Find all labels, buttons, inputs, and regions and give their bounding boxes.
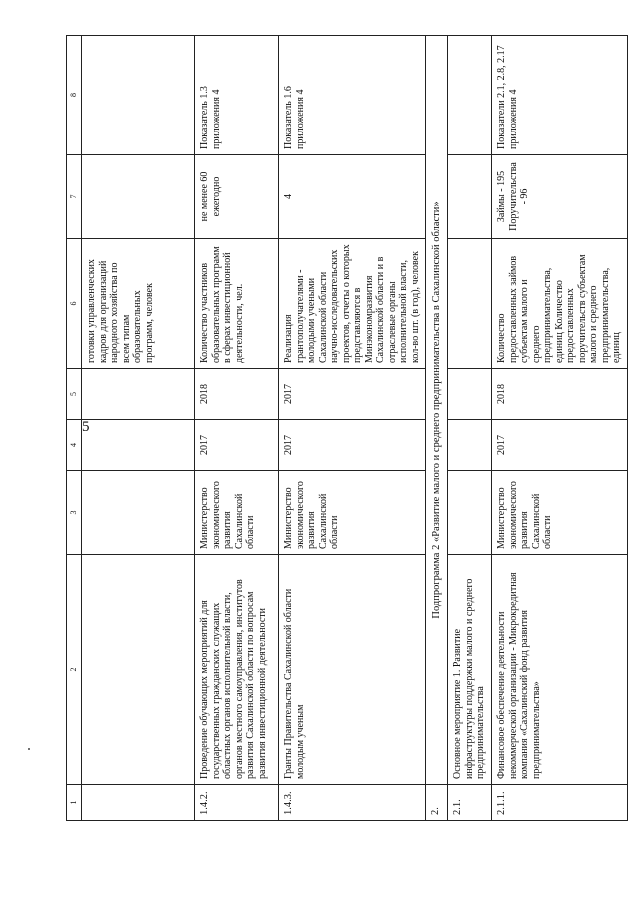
cell-executor: Министерство экономического развития Сахалинской области (492, 471, 628, 555)
cell-end-year: 2018 (492, 369, 628, 420)
cell-target: 4 (279, 155, 426, 239)
cell-executor (448, 471, 492, 555)
table-row-1-4-3 (279, 36, 426, 821)
cell-start-year (448, 420, 492, 471)
cell-start-year: 2017 (279, 420, 426, 471)
program-table (66, 35, 628, 821)
cell-end-year: 2017 (279, 369, 426, 420)
cell-link: Показатели 2.1, 2.8, 2.17 приложения 4 (492, 36, 628, 155)
cell-target: Займы - 195 Поручительства - 96 (492, 155, 628, 239)
cell-executor: Министерство экономического развития Сахалинской области (279, 471, 426, 555)
cell-number: 2. (426, 785, 448, 821)
cell-indicator: готовки управленческих кадров для организаций народного хозяйства по всем типам образовательных программ, человек (82, 239, 195, 369)
cell-event: Проведение обучающих мероприятий для государственных гражданских служащих областных органов исполнительной власти, органов местного самоуправления, институтов развития Сахалинской области по вопросам развития инвестиционной деятельности (195, 555, 279, 785)
cell-end-year (82, 369, 195, 420)
cell-link (448, 36, 492, 155)
header-cell-2: 2 (67, 555, 82, 785)
cell-event: Гранты Правительства Сахалинской области молодым ученым (279, 555, 426, 785)
cell-link: Показатель 1.3 приложения 4 (195, 36, 279, 155)
cell-indicator: Количество участников образовательных программ в сферах инвестиционной деятельности, чел. (195, 239, 279, 369)
scan-speck (28, 748, 30, 750)
cell-executor (82, 471, 195, 555)
table-row-continuation (82, 36, 195, 821)
table-row-1-4-2 (195, 36, 279, 821)
cell-target (82, 155, 195, 239)
cell-indicator (448, 239, 492, 369)
cell-link (82, 36, 195, 155)
table-row-subprogram-2 (426, 36, 448, 821)
cell-event: Финансовое обеспечение деятельности некоммерческой организации - Микрокредитная компания «Сахалинский фонд развития предпринимательства» (492, 555, 628, 785)
rotated-table-wrapper (66, 36, 622, 821)
cell-event (82, 555, 195, 785)
cell-end-year: 2018 (195, 369, 279, 420)
cell-number: 1.4.2. (195, 785, 279, 821)
cell-end-year (448, 369, 492, 420)
header-cell-1: 1 (67, 785, 82, 821)
cell-number (82, 785, 195, 821)
header-cell-5: 5 (67, 369, 82, 420)
cell-start-year: 2017 (492, 420, 628, 471)
cell-number: 1.4.3. (279, 785, 426, 821)
subprogram-title: Подпрограмма 2 «Развитие малого и среднего предпринимательства в Сахалинской области» (426, 36, 448, 785)
cell-executor: Министерство экономического развития Сахалинской области (195, 471, 279, 555)
cell-event: Основное мероприятие 1. Развитие инфраструктуры поддержки малого и среднего предпринимательства (448, 555, 492, 785)
page-number: 5 (82, 419, 90, 435)
header-cell-8: 8 (67, 36, 82, 155)
cell-target: не менее 60 ежегодно (195, 155, 279, 239)
table-row-2-1-1 (492, 36, 628, 821)
header-cell-6: 6 (67, 239, 82, 369)
cell-link: Показатель 1.6 приложения 4 (279, 36, 426, 155)
cell-target (448, 155, 492, 239)
header-cell-3: 3 (67, 471, 82, 555)
table-row-2-1 (448, 36, 492, 821)
header-cell-7: 7 (67, 155, 82, 239)
cell-indicator: Реализация грантополучателями - молодыми учеными Сахалинской области научно-исследовательских проектов, отчеты о которых представляются в Минэкономразвития Сахалинской области и в отраслевые органы исполнительной власти, кол-во шт. (в год), человек (279, 239, 426, 369)
cell-indicator: Количество предоставленных займов субъектам малого и среднего предпринимательства, единиц Количество предоставленных поручительств субъектам малого и среднего предпринимательства, единиц (492, 239, 628, 369)
header-cell-4: 4 (67, 420, 82, 471)
cell-start-year: 2017 (195, 420, 279, 471)
header-row (67, 36, 82, 821)
cell-start-year (82, 420, 195, 471)
cell-number: 2.1. (448, 785, 492, 821)
cell-number: 2.1.1. (492, 785, 628, 821)
